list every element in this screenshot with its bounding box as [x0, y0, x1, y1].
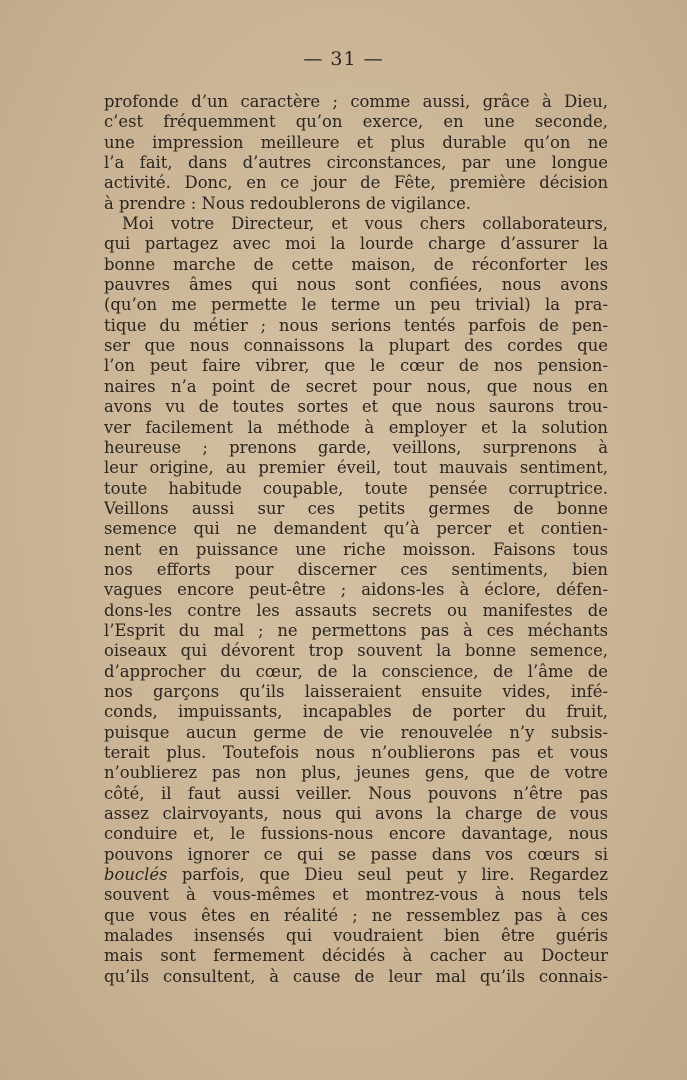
- text-line: nos efforts pour discerner ces sentiments, bien: [104, 559, 608, 579]
- text-line: Moi votre Directeur, et vous chers collaborateurs,: [122, 214, 608, 234]
- text-line: tique du métier ; nous serions tentés parfois de pen-: [104, 315, 608, 335]
- text-line: côté, il faut aussi veiller. Nous pouvons n’être pas: [104, 783, 608, 803]
- text-line: puisque aucun germe de vie renouvelée n’y subsis-: [104, 722, 608, 742]
- text-line: nent en puissance une riche moisson. Faisons tous: [104, 539, 608, 559]
- text-line: ver facilement la méthode à employer et la solution: [104, 417, 608, 437]
- text-line: profonde d’un caractère ; comme aussi, grâce à Dieu,: [104, 92, 608, 111]
- text-line: malades insensés qui voudraient bien être guéris: [104, 926, 608, 946]
- text-line: heureuse ; prenons garde, veillons, surprenons à: [104, 437, 608, 457]
- text-line: d’approcher du cœur, de la conscience, de l’âme de: [104, 661, 608, 681]
- text-line: terait plus. Toutefois nous n’oublierons pas et vous: [104, 743, 608, 762]
- text-line: c’est fréquemment qu’on exerce, en une seconde,: [104, 112, 608, 132]
- text-line: une impression meilleure et plus durable qu’on ne: [104, 132, 608, 152]
- text-line: à prendre : Nous redoublerons de vigilance.: [104, 193, 471, 213]
- text-line: n’oublierez pas non plus, jeunes gens, que de votre: [104, 763, 608, 783]
- text-line: qu’ils consultent, à cause de leur mal qu’ils connais-: [104, 966, 608, 986]
- text-line: l’on peut faire vibrer, que le cœur de nos pension-: [104, 356, 608, 376]
- text-line: (qu’on me permette le terme un peu trivial) la pra-: [104, 295, 608, 315]
- text-line: naires n’a point de secret pour nous, que nous en: [104, 376, 608, 396]
- text-line: dons-les contre les assauts secrets ou manifestes de: [104, 600, 608, 620]
- text-line: semence qui ne demandent qu’à percer et contien-: [104, 519, 608, 539]
- text-line: [104, 865, 608, 885]
- text-line: l’a fait, dans d’autres circonstances, par une longue: [104, 153, 608, 173]
- text-line: nos garçons qu’ils laisseraient ensuite vides, infé-: [104, 681, 608, 701]
- text-line: qui partagez avec moi la lourde charge d’assurer la: [104, 234, 608, 254]
- text-line: l’Esprit du mal ; ne permettons pas à ces méchants: [104, 620, 608, 640]
- text-line: vagues encore peut-être ; aidons-les à éclore, défen-: [104, 580, 608, 600]
- text-line: Veillons aussi sur ces petits germes de bonne: [104, 498, 608, 518]
- text-line: avons vu de toutes sortes et que nous saurons trou-: [104, 397, 608, 417]
- text-line: ser que nous connaissons la plupart des cordes que: [104, 336, 608, 356]
- text-line: toute habitude coupable, toute pensée corruptrice.: [104, 478, 608, 498]
- text-line: souvent à vous-mêmes et montrez-vous à nous tels: [104, 885, 608, 905]
- text-line: pauvres âmes qui nous sont confiées, nous avons: [104, 275, 608, 295]
- text-line: bonne marche de cette maison, de réconforter les: [104, 254, 608, 274]
- text-line: pouvons ignorer ce qui se passe dans vos cœurs si: [104, 844, 608, 864]
- text-line: conds, impuissants, incapables de porter du fruit,: [104, 702, 608, 722]
- body-text: [104, 92, 608, 987]
- text-segment: parfois, que Dieu seul peut y lire. Regardez: [167, 865, 608, 885]
- text-line: leur origine, au premier éveil, tout mauvais sentiment,: [104, 458, 608, 478]
- italic-word: bouclés: [104, 865, 168, 885]
- text-line: activité. Donc, en ce jour de Fête, première décision: [104, 173, 608, 193]
- text-line: que vous êtes en réalité ; ne ressemblez pas à ces: [104, 905, 608, 925]
- text-line: conduire et, le fussions-nous encore davantage, nous: [104, 824, 608, 844]
- text-line: mais sont fermement décidés à cacher au Docteur: [104, 946, 608, 966]
- text-line: assez clairvoyants, nous qui avons la charge de vous: [104, 804, 608, 824]
- text-line: oiseaux qui dévorent trop souvent la bonne semence,: [104, 641, 608, 661]
- page-number: — 31 —: [303, 48, 384, 70]
